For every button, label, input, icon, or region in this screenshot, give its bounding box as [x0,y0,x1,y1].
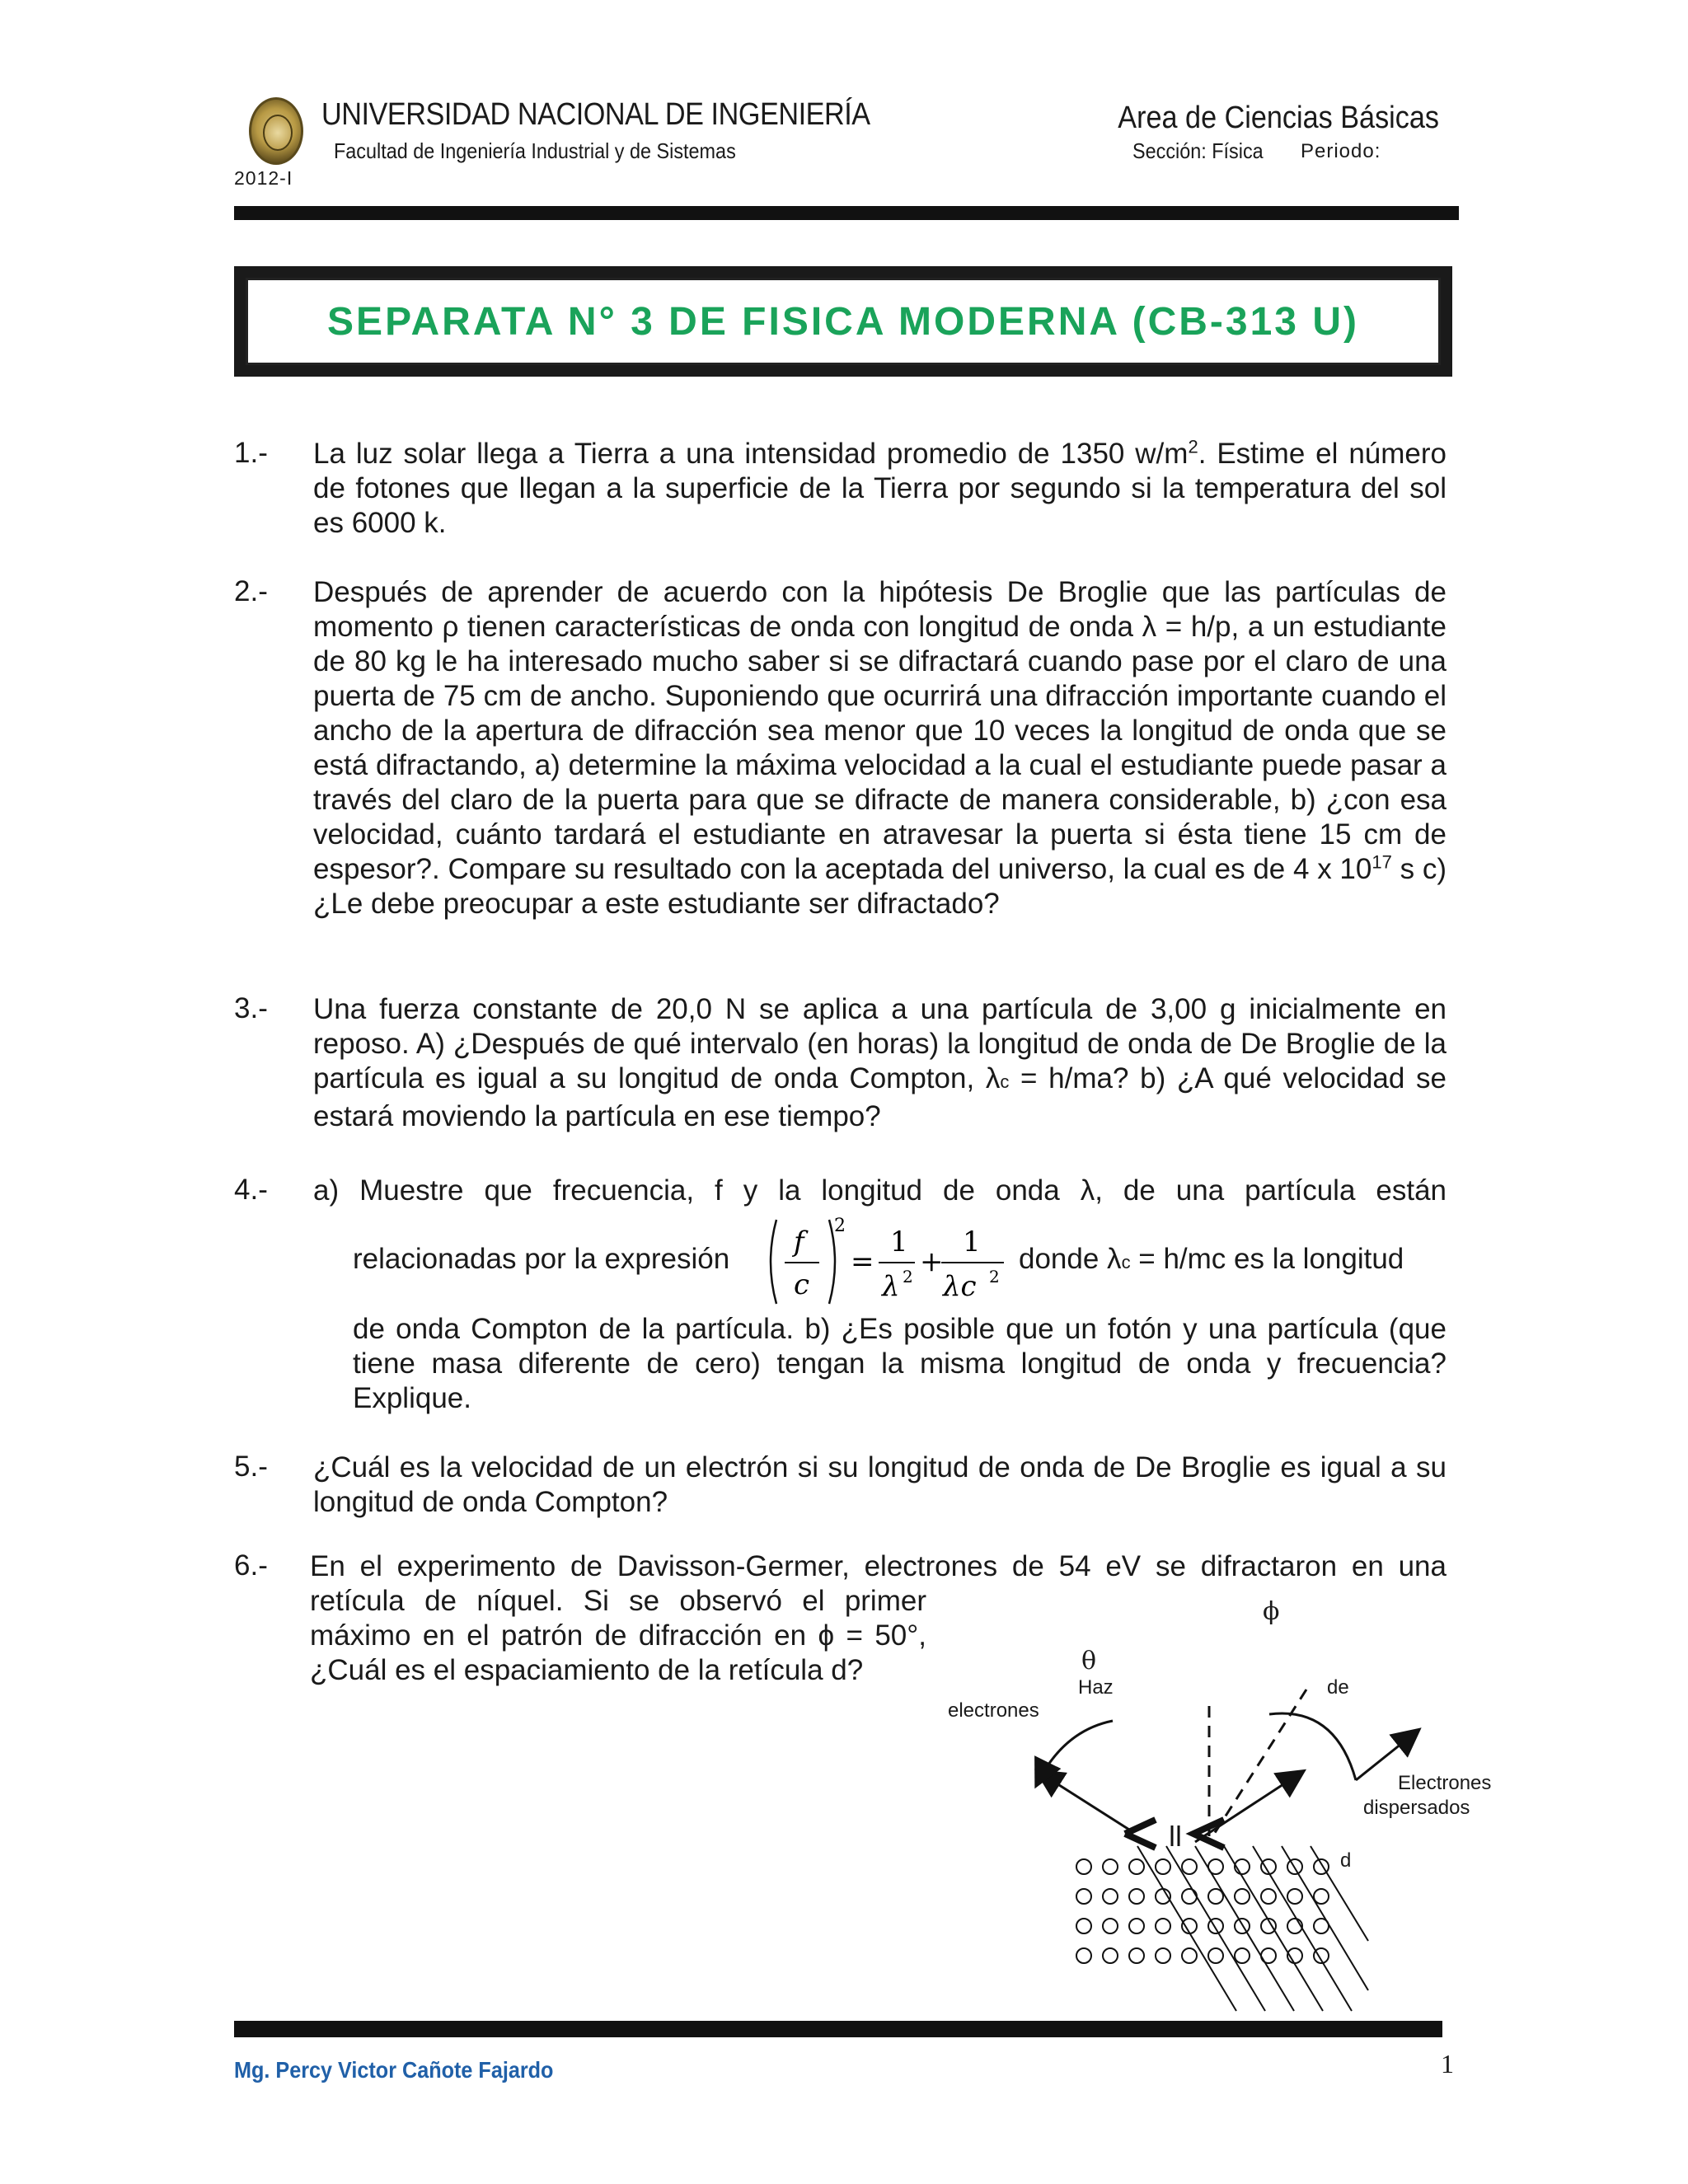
spacing-d-label: d [1340,1849,1352,1872]
formula-f: f [794,1226,804,1258]
formula-one: 1 [963,1226,981,1258]
lattice-atom [1076,1859,1091,1874]
formula-exponent: 2 [834,1216,846,1236]
lattice-atom [1103,1859,1118,1874]
electrones-label: electrones [948,1699,1039,1722]
lattice-atom [1129,1919,1144,1933]
lattice-atom [1076,1889,1091,1904]
section-label: Sección: Física [1132,138,1264,163]
svg-text:=: = [851,1245,874,1278]
problem-number: 5.- [234,1451,268,1483]
formula-c: c [794,1268,810,1301]
de-label: de [1327,1676,1349,1699]
problem-4-line1: a) Muestre que frecuencia, f y la longitud de onda λ, de una partícula están [313,1174,1447,1207]
lattice-atom [1156,1919,1170,1933]
lattice-atom [1314,1889,1329,1904]
footer-rule [234,2021,1442,2037]
document-title: SEPARATA N° 3 DE FISICA MODERNA (CB-313 U) [327,299,1359,344]
header-rule [234,206,1459,220]
problem-1-text: La luz solar llega a Tierra a una intensidad promedio de 1350 $w/m^2$. Estime el número de fotones que llegan a la superficie de la Tierra por segundo si la temperatura del sol es 6000 k. [313,436,1447,539]
lattice-atom [1208,1948,1223,1963]
formula [767,1213,1006,1310]
problem-5-text: ¿Cuál es la velocidad de un electrón si su longitud de onda de De Broglie es igual a su longitud de onda Compton? [313,1451,1447,1518]
university-seal-logo [249,97,303,165]
lattice-atom [1103,1919,1118,1933]
page-number: 1 [1441,2049,1454,2079]
faculty-name: Facultad de Ingeniería Industrial y de Sistemas [334,138,736,163]
university-name: UNIVERSIDAD NACIONAL DE INGENIERÍA [321,97,870,132]
lattice-atom [1076,1919,1091,1933]
svg-text:+: + [920,1245,944,1278]
lattice-atom [1182,1948,1197,1963]
davisson-germer-diagram [940,1597,1517,2019]
lattice-atom [1182,1889,1197,1904]
dispersados-label-1: Electrones [1398,1772,1492,1794]
problem-number: 6.- [234,1549,268,1582]
lattice-atom [1235,1948,1250,1963]
problem-3-text: Una fuerza constante de 20,0 N se aplica a una partícula de 3,00 g inicialmente en reposo. A) ¿Después de qué intervalo (en horas) la longitud de onda de De Broglie de la partícula es igual a su longitud de onda Compton, λc = h/ma? b) ¿A qué velocidad se estará moviendo la partícula en ese tiempo? [313,993,1447,1132]
lattice-atom [1261,1889,1276,1904]
problem-4-text: de onda Compton de la partícula. b) ¿Es posible que un fotón y una partícula (que tiene masa diferente de cero) tengan la misma longitud de onda y frecuencia? Explique. [353,1313,1447,1414]
lattice-atom [1235,1889,1250,1904]
formula-lambda-c: λc [943,1270,977,1303]
formula-lambda: λ [882,1270,900,1303]
problem-number: 4.- [234,1174,268,1206]
problem-number: 1.- [234,437,268,469]
theta-label: θ [1081,1647,1097,1675]
problem-4-relation-tail: donde λc = h/mc es la longitud [1019,1243,1404,1275]
lattice-atom [1182,1859,1197,1874]
lattice-atom [1156,1859,1170,1874]
lattice-atom [1076,1948,1091,1963]
lattice-atom [1103,1889,1118,1904]
period-label: Periodo: [1301,140,1381,162]
lattice-atom [1103,1948,1118,1963]
phi-label: ϕ [1263,1597,1280,1626]
lattice-atom [1156,1948,1170,1963]
lattice-atom [1287,1889,1302,1904]
problem-6-line1: En el experimento de Davisson-Germer, electrones de 54 eV se difractaron en una [310,1550,1447,1582]
lattice-atom [1129,1948,1144,1963]
dispersados-label-2: dispersados [1363,1797,1470,1819]
author-name: Mg. Percy Victor Cañote Fajardo [234,2057,554,2083]
problem-number: 3.- [234,992,268,1024]
lattice-atom [1208,1889,1223,1904]
lattice-atom [1129,1859,1144,1874]
problem-number: 2.- [234,575,268,607]
problem-2-text: Después de aprender de acuerdo con la hipótesis De Broglie que las partículas de momento ρ tienen características de onda con longitud de onda λ = h/p, a un estudiante de 80 kg le ha interesado mucho saber si se difractará cuando pase por el claro de una puerta de 75 cm de ancho. Suponiendo que ocurrirá una difracción importante cuando el ancho de la apertura de difracción sea menor que 10 veces la longitud de onda que se está difractando, a) determine la máxima velocidad a la cual el estudiante puede pasar a través del claro de la puerta para que se difracte de manera considerable, b) ¿con esa velocidad, cuánto tardará el estudiante en atravesar la puerta si ésta tiene 15 cm de espesor?. Compare su resultado con la aceptada del universo, la cual es de 4 x $10^{17}$ s c) ¿Le debe preocupar a este estudiante ser difractado? [313,576,1447,920]
svg-text:2: 2 [989,1267,1000,1286]
problem-6-text: retícula de níquel. Si se observó el primer máximo en el patrón de difracción en ϕ = 50°, ¿Cuál es el espaciamiento de la retícula d? [310,1585,926,1686]
problem-4-relation-label: relacionadas por la expresión [353,1243,730,1275]
semester-year: 2012-I [234,167,293,189]
lattice-atom [1129,1889,1144,1904]
svg-text:2: 2 [903,1267,913,1286]
haz-label: Haz [1078,1676,1114,1699]
formula-one: 1 [890,1226,908,1258]
lattice-atom [1235,1919,1250,1933]
area-name: Area de Ciencias Básicas [1118,101,1439,135]
title-box [234,266,1452,377]
